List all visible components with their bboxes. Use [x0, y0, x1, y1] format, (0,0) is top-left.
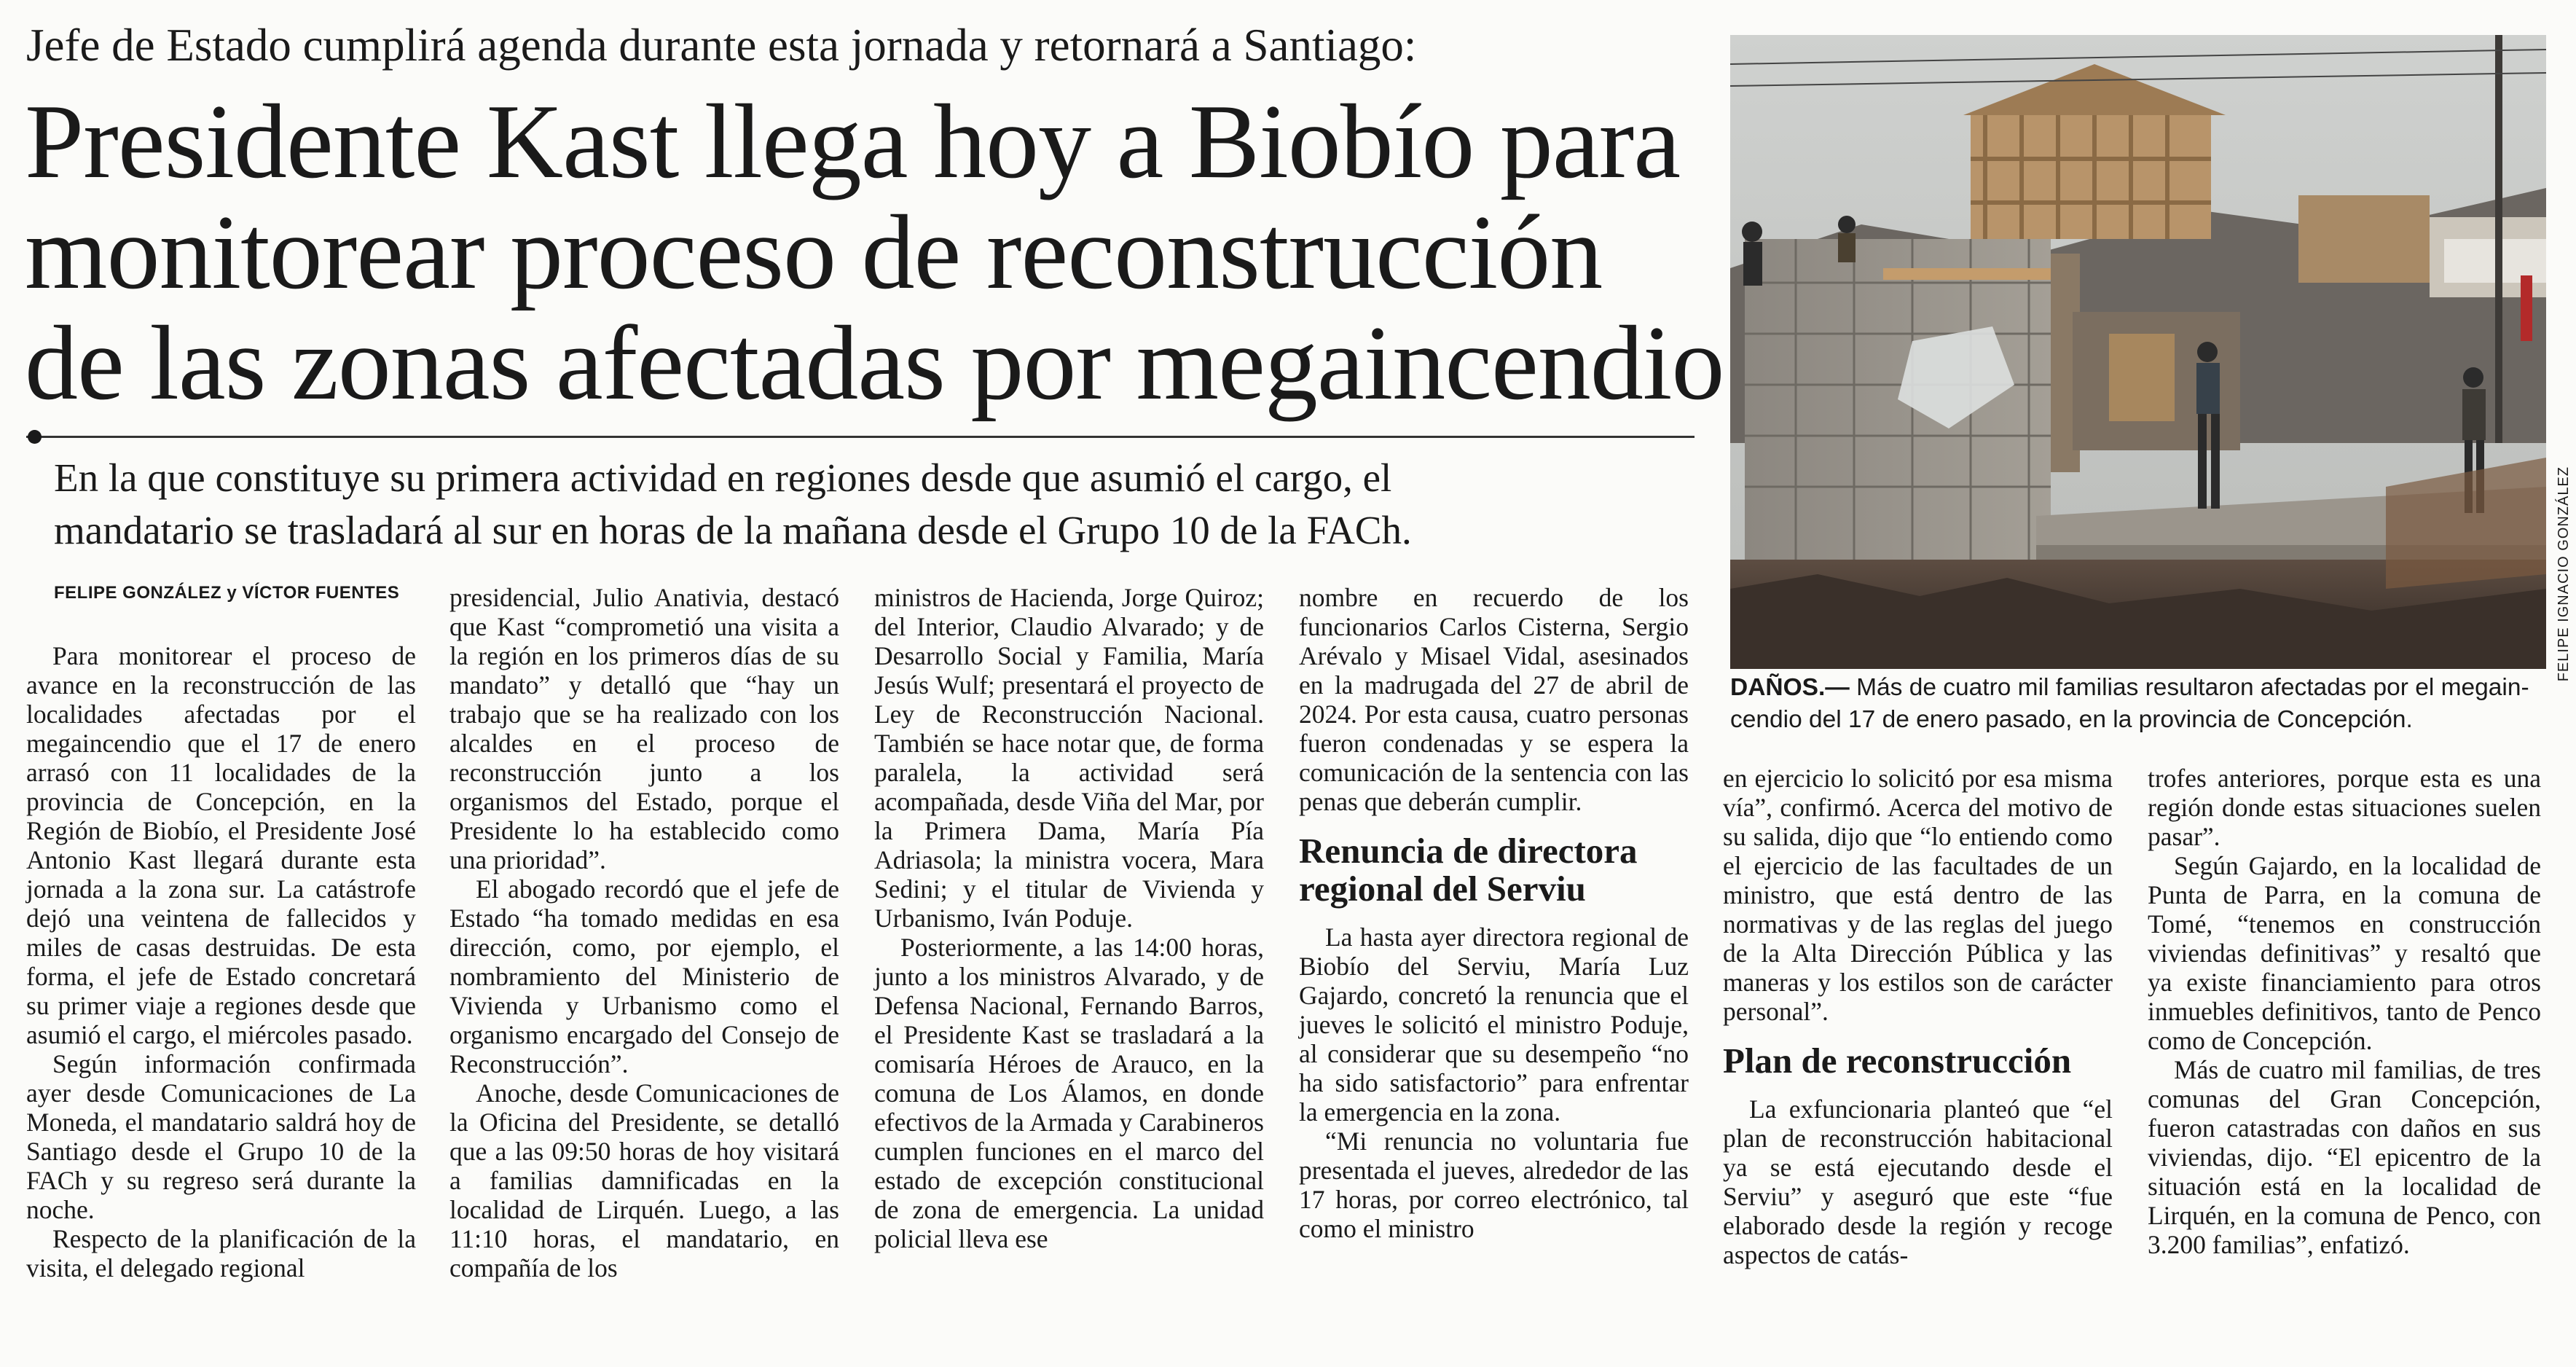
- article-kicker: Jefe de Estado cumplirá agenda durante esta jornada y retornará a Santiago:: [26, 20, 1417, 71]
- paragraph: La exfuncionaria planteó que “el plan de reconstrucción habitacional ya se está ejecutando desde el Serviu” y aseguró que este “fue elaborado desde la región y recoge aspectos de catás-: [1723, 1094, 2113, 1269]
- text-column-4: [1299, 583, 1689, 1243]
- text-column-5: [1723, 764, 2113, 1269]
- paragraph: ministros de Hacienda, Jorge Quiroz; del Interior, Claudio Alvarado; y de Desarrollo Social y Familia, María Jesús Wulf; presentará el proyecto de Ley de Reconstrucción Nacional. También se hace notar que, de forma paralela, la actividad será acompañada, desde Viña del Mar, por la Primera Dama, María Pía Adriasola; la ministra vocera, Mara Sedini; y el titular de Vivienda y Urbanismo, Iván Poduje.: [874, 583, 1264, 933]
- headline-line-2: monitorear proceso de reconstrucción: [25, 193, 1603, 311]
- article-headline: [25, 82, 1724, 422]
- reconstruction-scene-image: [1730, 35, 2546, 669]
- paragraph: nombre en recuerdo de los funcionarios Carlos Cisterna, Sergio Arévalo y Misael Vidal, asesinados en la madrugada del 27 de abril de 2024. Por esta causa, cuatro personas fueron condenadas y se espera la comunicación de la sentencia con las penas que deberán cumplir.: [1299, 583, 1689, 816]
- headline-line-3: de las zonas afectadas por megaincendio: [25, 304, 1724, 422]
- paragraph: Más de cuatro mil familias, de tres comunas del Gran Concepción, fueron catastradas con daños en sus viviendas, dijo. “El epicentro de la situación está en la localidad de Lirquén, en la comuna de Penco, con 3.200 familias”, enfatizó.: [2148, 1055, 2541, 1259]
- caption-text-1: Más de cuatro mil familias resultaron afectadas por el megain-: [1856, 674, 2529, 701]
- deck-line-2: mandatario se trasladará al sur en horas de la mañana desde el Grupo 10 de la FACh.: [54, 508, 1412, 552]
- paragraph: El abogado recordó que el jefe de Estado “ha tomado medidas en esa dirección, como, por ejemplo, el nombramiento del Ministerio de Vivienda y Urbanismo como el organismo encargado del Consejo de Reconstrucción”.: [449, 874, 839, 1078]
- text-column-6: [2148, 764, 2541, 1259]
- article-byline: FELIPE GONZÁLEZ y VÍCTOR FUENTES: [54, 583, 400, 603]
- paragraph: “Mi renuncia no voluntaria fue presentada el jueves, alrededor de las 17 horas, por correo electrónico, tal como el ministro: [1299, 1127, 1689, 1243]
- subheading-plan: Plan de reconstrucción: [1723, 1041, 2072, 1081]
- caption-line-1: [1730, 672, 2553, 704]
- deck-bullet: [28, 430, 42, 444]
- paragraph: Respecto de la planificación de la visita, el delegado regional: [26, 1224, 416, 1282]
- subheading-serviu: Renuncia de directora regional del Serviu: [1299, 831, 1638, 909]
- paragraph: Posteriormente, a las 14:00 horas, junto a los ministros Alvarado, y de Defensa Nacional, Fernando Barros, el Presidente Kast se trasladará a la comisaría Héroes de Arauco, en la comuna de Los Álamos, en donde efectivos de la Armada y Carabineros cumplen funciones en el marco del estado de excepción constitucional de zona de emergencia. La unidad policial lleva ese: [874, 933, 1264, 1253]
- caption-label: DAÑOS.—: [1730, 674, 1850, 701]
- text-column-3: [874, 583, 1264, 1253]
- text-column-1: [26, 641, 416, 1282]
- caption-line-2: cendio del 17 de enero pasado, en la provincia de Concepción.: [1730, 706, 2413, 733]
- photo-caption: [1730, 672, 2553, 736]
- deck-line-1: En la que constituye su primera actividad en regiones desde que asumió el cargo, el: [54, 455, 1392, 500]
- paragraph: Para monitorear el proceso de avance en la reconstrucción de las localidades afectadas por el megaincendio que el 17 de enero arrasó con 11 localidades de la provincia de Concepción, en la Región de Biobío, el Presidente José Antonio Kast llegará durante esta jornada a la zona sur. La catástrofe dejó una veintena de fallecidos y miles de casas destruidas. De esta forma, el jefe de Estado concretará su primer viaje a regiones desde que asumió el cargo, el miércoles pasado.: [26, 641, 416, 1049]
- deck-rule: [26, 436, 1695, 438]
- photo-credit: FELIPE IGNACIO GONZÁLEZ: [2556, 466, 2572, 682]
- paragraph: Según información confirmada ayer desde Comunicaciones de La Moneda, el mandatario saldrá hoy de Santiago desde el Grupo 10 de la FACh y su regreso será durante la noche.: [26, 1049, 416, 1224]
- paragraph: presidencial, Julio Anativia, destacó que Kast “comprometió una visita a la región en los primeros días de su mandato” y detalló que “hay un trabajo que se ha realizado con los alcaldes en el proceso de reconstrucción junto a los organismos del Estado, porque el Presidente lo ha establecido como una prioridad”.: [449, 583, 839, 874]
- paragraph: trofes anteriores, porque esta es una región donde estas situaciones suelen pasar”.: [2148, 764, 2541, 851]
- news-photo: [1730, 35, 2546, 669]
- text-column-2: [449, 583, 839, 1282]
- paragraph: en ejercicio lo solicitó por esa misma vía”, confirmó. Acerca del motivo de su salida, dijo que “lo entiendo como el ejercicio de las facultades de un ministro, que está dentro de las normativas y de las reglas del juego de la Alta Dirección Pública y las maneras y los estilos son de carácter personal”.: [1723, 764, 2113, 1026]
- paragraph: La hasta ayer directora regional de Biobío del Serviu, María Luz Gajardo, concretó la renuncia que el jueves le solicitó el ministro Poduje, al considerar que su desempeño “no ha sido satisfactorio” para enfrentar la emergencia en la zona.: [1299, 923, 1689, 1127]
- paragraph: Anoche, desde Comunicaciones de la Oficina del Presidente, se detalló que a las 09:50 horas de hoy visitará a familias damnificadas en la localidad de Lirquén. Luego, a las 11:10 horas, el mandatario, en compañía de los: [449, 1078, 839, 1282]
- article-deck: [54, 452, 1715, 557]
- headline-line-1: Presidente Kast llega hoy a Biobío para: [25, 82, 1681, 200]
- paragraph: Según Gajardo, en la localidad de Punta de Parra, en la comuna de Tomé, “tenemos en construcción viviendas definitivas” y resaltó que ya existe financiamiento para otros inmuebles definitivos, tanto de Penco como de Concepción.: [2148, 851, 2541, 1055]
